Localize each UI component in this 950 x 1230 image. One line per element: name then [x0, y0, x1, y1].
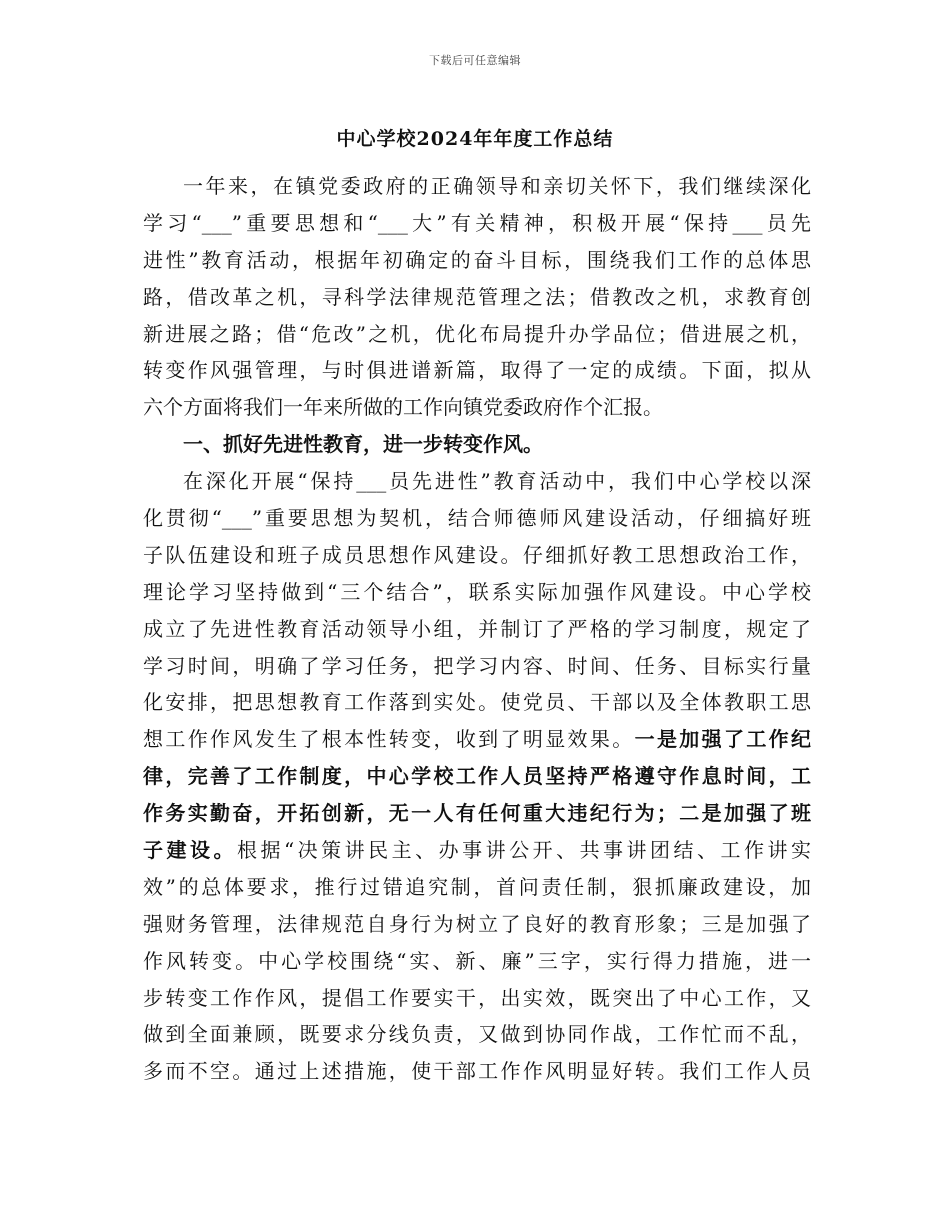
body-line: 强财务管理，法律规范自身行为树立了良好的教育形象；三是加强了: [143, 911, 811, 936]
body-line-mixed: [143, 721, 811, 758]
body-line: 步转变工作作风，提倡工作要实干，出实效，既突出了中心工作，又: [143, 985, 811, 1010]
body-line: 子队伍建设和班子成员思想作风建设。仔细抓好教工思想政治工作，: [143, 542, 811, 567]
body-line: 在深化开展“保持___员先进性”教育活动中，我们中心学校以深: [183, 469, 811, 494]
body-line-bold: 律，完善了工作制度，中心学校工作人员坚持严格遵守作息时间，工: [143, 764, 811, 789]
body-text: 想工作作风发生了根本性转变，收到了明显效果。: [143, 727, 635, 752]
body-text-bold: 子建设。: [143, 838, 237, 863]
body-line: 多而不空。通过上述措施，使干部工作作风明显好转。我们工作人员: [143, 1059, 811, 1084]
body-line: 学习“___”重要思想和“___大”有关精神，积极开展“保持___员先: [143, 210, 811, 235]
body-line: 进性”教育活动，根据年初确定的奋斗目标，围绕我们工作的总体思: [143, 247, 811, 272]
body-line: 六个方面将我们一年来所做的工作向镇党委政府作个汇报。: [143, 395, 663, 420]
body-line: 转变作风强管理，与时俱进谱新篇，取得了一定的成绩。下面，拟从: [143, 358, 811, 383]
body-text: 根据“决策讲民主、办事讲公开、共事讲团结、工作讲实: [236, 838, 811, 863]
body-line: 做到全面兼顾，既要求分线负责，又做到协同作战，工作忙而不乱，: [143, 1022, 811, 1047]
body-line: 一年来，在镇党委政府的正确领导和亲切关怀下，我们继续深化: [183, 174, 811, 198]
body-line: 作风转变。中心学校围绕“实、新、廉”三字，实行得力措施，进一: [143, 948, 811, 973]
section-heading: 一、抓好先进性教育，进一步转变作风。: [183, 432, 543, 457]
body-line: 路，借改革之机，寻科学法律规范管理之法；借教改之机，求教育创: [143, 284, 811, 309]
body-line: 理论学习坚持做到“三个结合”，联系实际加强作风建设。中心学校: [143, 579, 811, 604]
body-line: 新进展之路；借“危改”之机，优化布局提升办学品位；借进展之机，: [143, 321, 811, 346]
body-line: 学习时间，明确了学习任务，把学习内容、时间、任务、目标实行量: [143, 653, 811, 678]
body-line: 成立了先进性教育活动领导小组，并制订了严格的学习制度，规定了: [143, 616, 811, 641]
body-line: 化贯彻“___”重要思想为契机，结合师德师风建设活动，仔细搞好班: [143, 506, 811, 531]
body-line-mixed: [143, 832, 811, 869]
body-line: 化安排，把思想教育工作落到实处。使党员、干部以及全体教职工思: [143, 690, 811, 715]
body-line: 效”的总体要求，推行过错追究制，首问责任制，狠抓廉政建设，加: [143, 874, 811, 899]
document-title: 中心学校2024年年度工作总结: [336, 128, 614, 150]
header-note: 下载后可任意编辑: [429, 54, 521, 67]
body-line-bold: 作务实勤奋，开拓创新，无一人有任何重大违纪行为；二是加强了班: [143, 801, 811, 826]
document-body: [143, 168, 811, 1090]
body-text-bold: 一是加强了工作纪: [634, 727, 812, 752]
